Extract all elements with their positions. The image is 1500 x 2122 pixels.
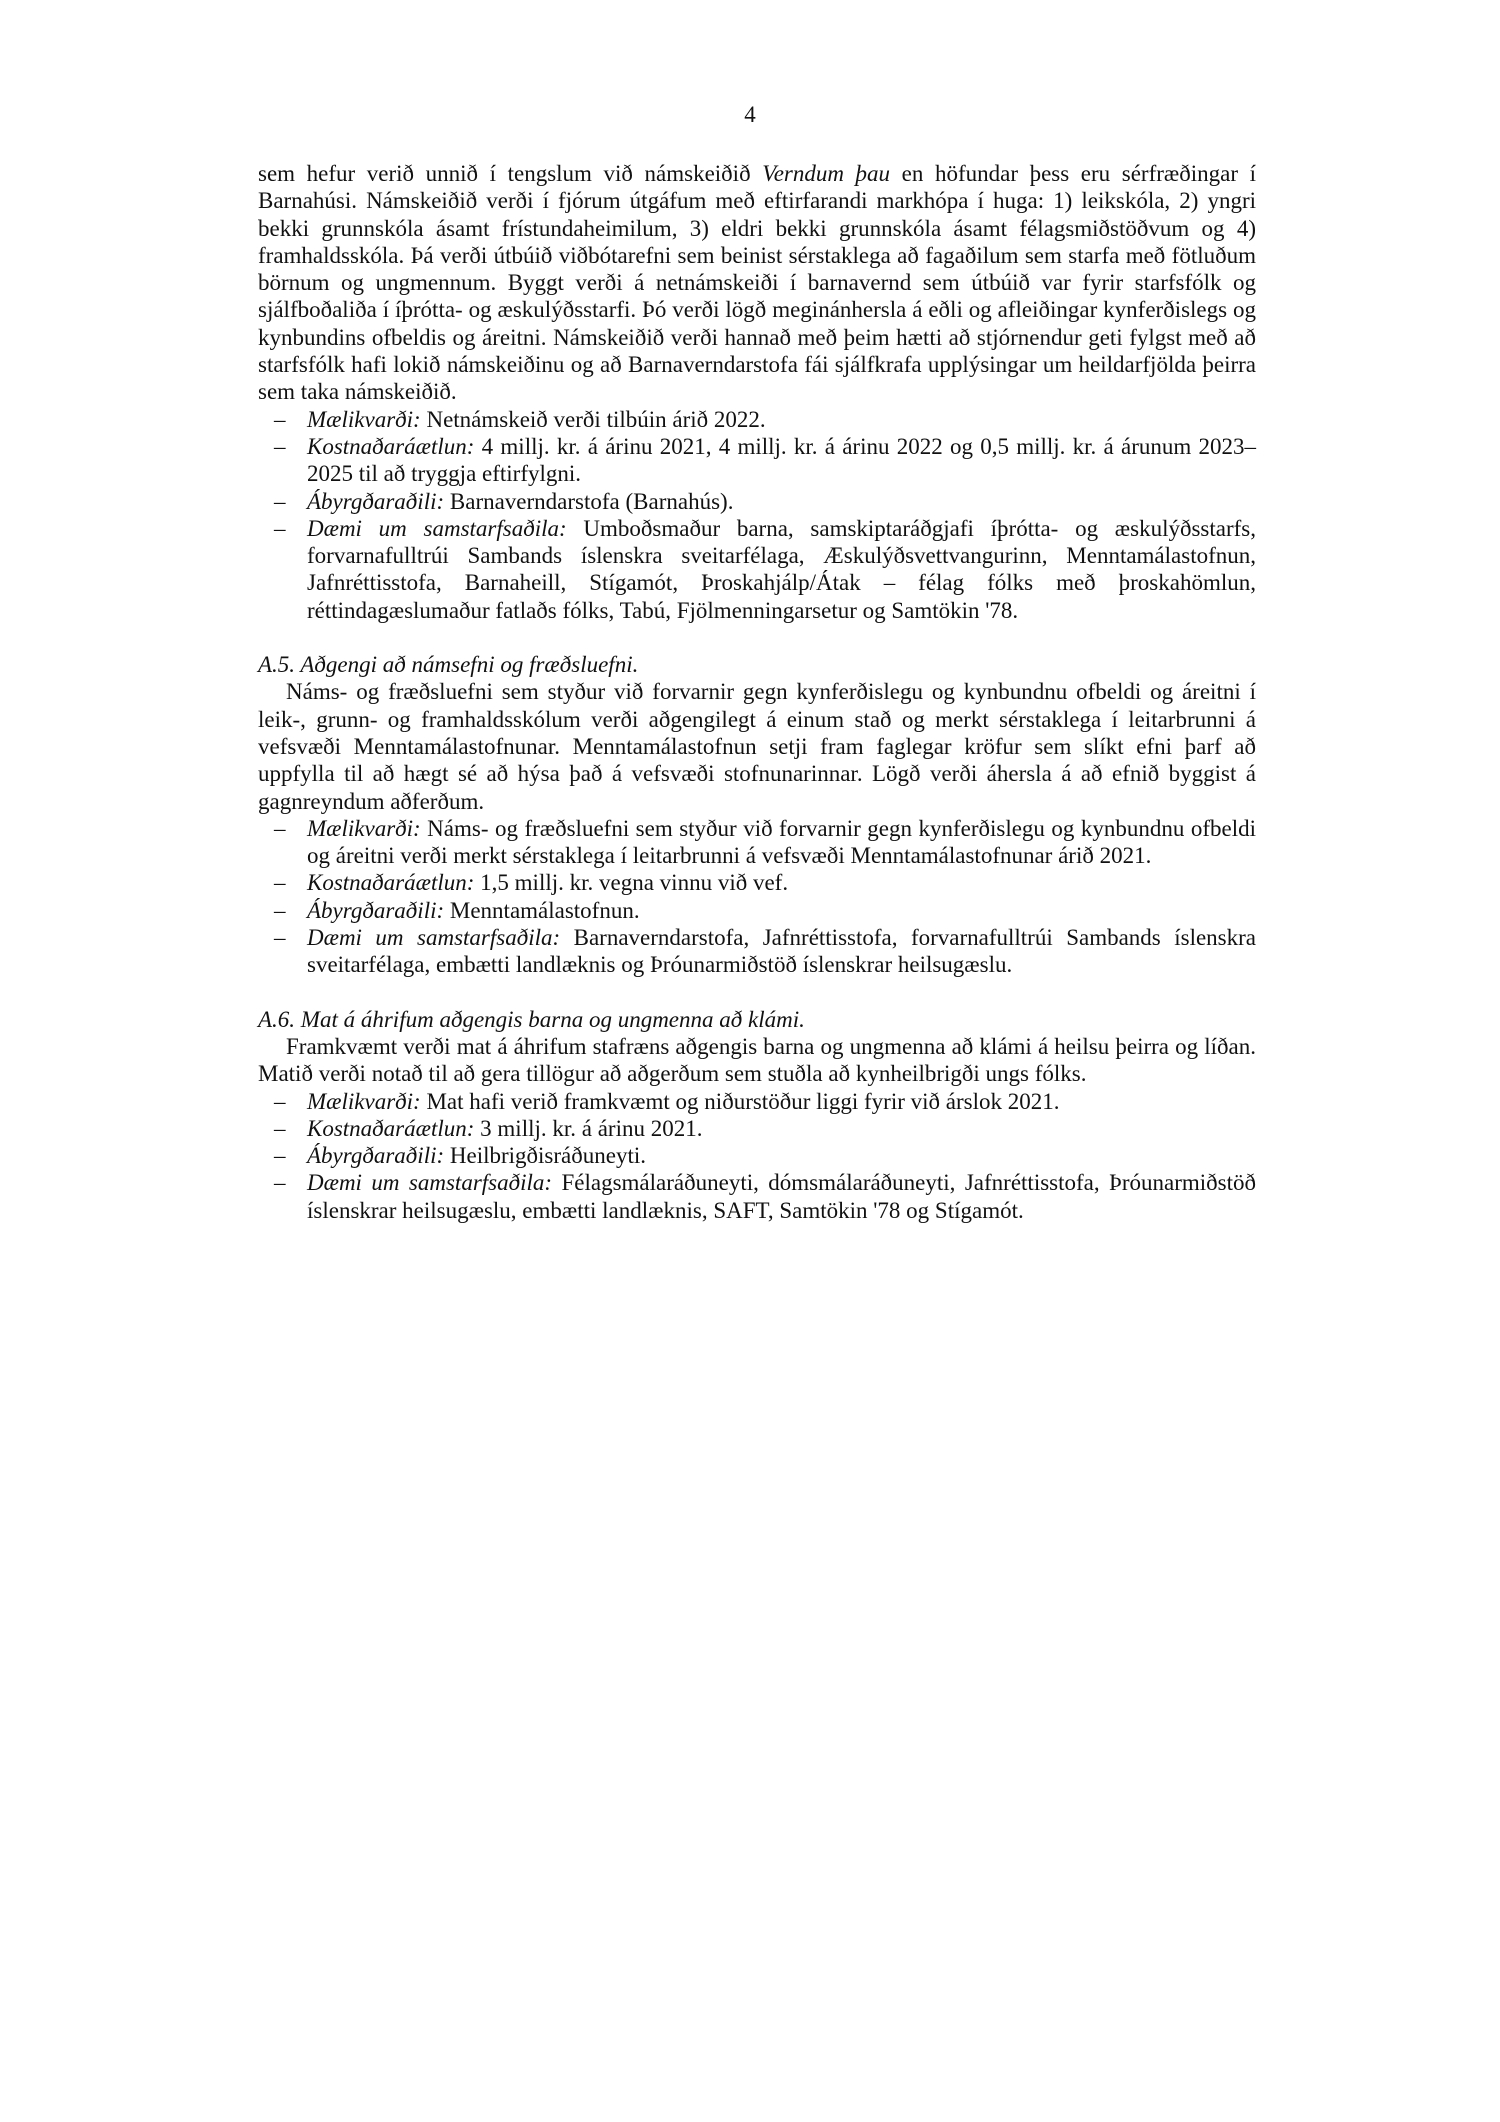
intro-item-list xyxy=(258,406,1256,624)
a6-item-list xyxy=(258,1088,1256,1224)
list-item-responsible xyxy=(258,488,1256,515)
item-label: Dæmi um samstarfsaðila: xyxy=(307,925,561,951)
list-item-measure xyxy=(258,1088,1256,1115)
item-label: Kostnaðaráætlun: xyxy=(307,433,475,459)
list-item-responsible xyxy=(258,1142,1256,1169)
document-body xyxy=(258,160,1256,1224)
item-text: 4 millj. kr. á árinu 2021, 4 millj. kr. á árinu 2022 og 0,5 millj. kr. á árunum 2023–2025 til að tryggja eftirfylgni. xyxy=(307,433,1256,487)
intro-text-start: sem hefur verið unnið í tengslum við námskeiðið xyxy=(258,161,763,186)
section-body-a6: Framkvæmt verði mat á áhrifum stafræns aðgengis barna og ungmenna að klámi á heilsu þeirra og líðan. Matið verði notað til að gera tillögur að aðgerðum sem stuðla að kynheilbrigði ungs fólks. xyxy=(258,1033,1256,1087)
dash-bullet: – xyxy=(274,406,286,432)
item-label: Dæmi um samstarfsaðila: xyxy=(307,515,567,541)
section-heading-a6: A.6. Mat á áhrifum aðgengis barna og ungmenna að klámi. xyxy=(258,1006,805,1032)
dash-bullet: – xyxy=(274,815,286,841)
list-item-cost xyxy=(258,869,1256,896)
dash-bullet: – xyxy=(274,1088,286,1114)
course-title: Verndum þau xyxy=(762,161,891,186)
dash-bullet: – xyxy=(274,897,286,923)
dash-bullet: – xyxy=(274,1143,286,1169)
dash-bullet: – xyxy=(274,1170,286,1196)
item-label: Mælikvarði: xyxy=(307,406,421,432)
a5-item-list xyxy=(258,815,1256,979)
item-label: Ábyrgðaraðili: xyxy=(307,488,445,514)
list-item-partners xyxy=(258,1169,1256,1224)
dash-bullet: – xyxy=(274,433,286,459)
list-item-cost xyxy=(258,1115,1256,1142)
item-label: Mælikvarði: xyxy=(307,815,421,841)
item-text: Mat hafi verið framkvæmt og niðurstöður liggi fyrir við árslok 2021. xyxy=(420,1088,1060,1114)
item-text: Heilbrigðisráðuneyti. xyxy=(444,1143,646,1169)
section-heading-a5: A.5. Aðgengi að námsefni og fræðsluefni. xyxy=(258,652,639,678)
page-number: 4 xyxy=(744,102,756,127)
intro-text-end: en höfundar þess eru sérfræðingar í Barnahúsi. Námskeiðið verði í fjórum útgáfum með eftirfarandi markhópa í huga: 1) leikskóla, 2) yngri bekki grunnskóla ásamt frístundaheimilum, 3) eldri bekki grunnskóla ásamt félagsmiðstöðvum og 4) framhaldsskóla. Þá verði útbúið viðbótarefni sem beinist sérstaklega að fagaðilum sem starfa með fötluðum börnum og ungmennum. Byggt verði á netnámskeiði í barnavernd sem útbúið var fyrir starfsfólk og sjálfboðaliða í íþrótta- og æskulýðsstarfi. Þó verði lögð meginánhersla á eðli og afleiðingar kynferðislegs og kynbundins ofbeldis og áreitni. Námskeiðið verði hannað með þeim hætti að stjórnendur geti fylgst með að starfsfólk hafi lokið námskeiðinu og að Barnaverndarstofa fái sjálfkrafa upplýsingar um heildarfjölda þeirra sem taka námskeiðið. xyxy=(258,161,1257,405)
item-text: Barnaverndarstofa, Jafnréttisstofa, forvarnafulltrúi Sambands íslenskra sveitarfélaga, embætti landlæknis og Þróunarmiðstöð íslenskrar heilsugæslu. xyxy=(307,925,1256,978)
list-item-cost xyxy=(258,433,1256,488)
item-label: Ábyrgðaraðili: xyxy=(307,1143,445,1169)
item-text: 3 millj. kr. á árinu 2021. xyxy=(474,1115,703,1141)
item-label: Kostnaðaráætlun: xyxy=(307,870,475,896)
item-text: Menntamálastofnun. xyxy=(444,897,640,923)
item-label: Ábyrgðaraðili: xyxy=(307,897,445,923)
list-item-measure xyxy=(258,406,1256,433)
dash-bullet: – xyxy=(274,870,286,896)
item-label: Mælikvarði: xyxy=(307,1088,421,1114)
item-text: Umboðsmaður barna, samskiptaráðgjafi íþrótta- og æskulýðsstarfs, forvarnafulltrúi Sambands íslenskra sveitarfélaga, Æskulýðsvettvangurinn, Menntamálastofnun, Jafnréttisstofa, Barnaheill, Stígamót, Þroskahjálp/Átak – félag fólks með þroskahömlun, réttindagæslumaður fatlaðs fólks, Tabú, Fjölmenningarsetur og Samtökin '78. xyxy=(307,515,1257,623)
item-label: Dæmi um samstarfsaðila: xyxy=(307,1170,553,1196)
item-text: Náms- og fræðsluefni sem styður við forvarnir gegn kynferðislegu og kynbundnu ofbeldi og áreitni verði merkt sérstaklega í leitarbrunni á vefsvæði Menntamálastofnunar árið 2021. xyxy=(307,815,1256,869)
item-text: Netnámskeið verði tilbúin árið 2022. xyxy=(420,406,766,432)
intro-paragraph xyxy=(258,160,1256,406)
item-label: Kostnaðaráætlun: xyxy=(307,1115,475,1141)
list-item-partners xyxy=(258,515,1256,624)
item-text: Félagsmálaráðuneyti, dómsmálaráðuneyti, Jafnréttisstofa, Þróunarmiðstöð íslenskrar heilsugæslu, embætti landlæknis, SAFT, Samtökin '78 og Stígamót. xyxy=(307,1170,1256,1223)
list-item-partners xyxy=(258,924,1256,979)
list-item-measure xyxy=(258,815,1256,870)
dash-bullet: – xyxy=(274,925,286,951)
list-item-responsible xyxy=(258,897,1256,924)
dash-bullet: – xyxy=(274,515,286,541)
dash-bullet: – xyxy=(274,1115,286,1141)
item-text: Barnaverndarstofa (Barnahús). xyxy=(444,488,734,514)
item-text: 1,5 millj. kr. vegna vinnu við vef. xyxy=(474,870,789,896)
section-body-a5: Náms- og fræðsluefni sem styður við forvarnir gegn kynferðislegu og kynbundnu ofbeldi og áreitni í leik-, grunn- og framhaldsskólum verði aðgengilegt á einum stað og merkt sérstaklega í leitarbrunni á vefsvæði Menntamálastofnunar. Menntamálastofnun setji fram faglegar kröfur sem slíkt efni þarf að uppfylla til að hægt sé að hýsa það á vefsvæði stofnunarinnar. Lögð verði áhersla á að efnið byggist á gagnreyndum aðferðum. xyxy=(258,679,1256,814)
dash-bullet: – xyxy=(274,488,286,514)
